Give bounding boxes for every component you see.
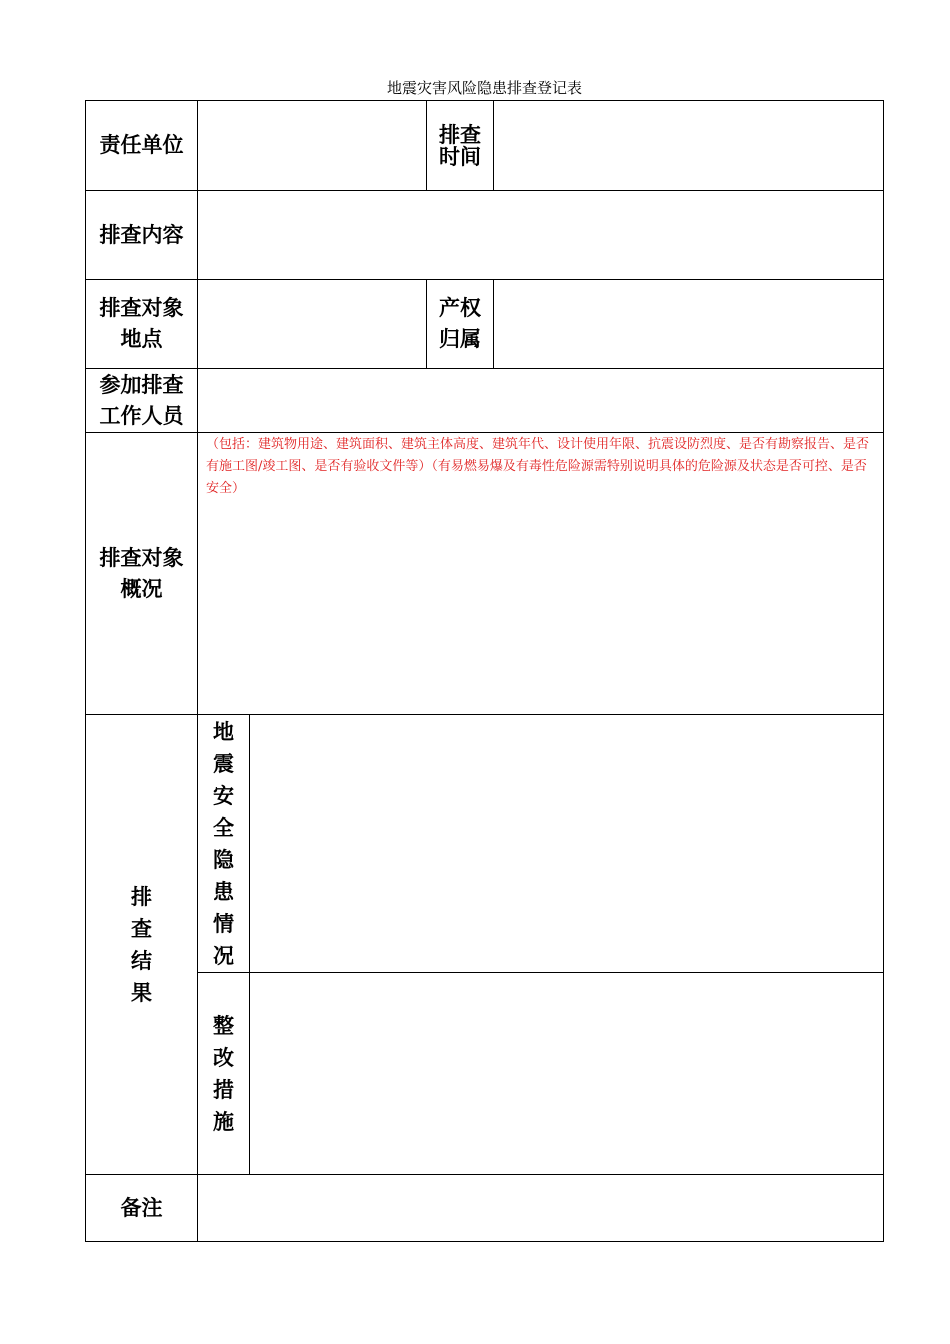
label-remarks: 备注: [120, 1195, 163, 1220]
label-char: 查: [131, 916, 152, 941]
rectification-field[interactable]: [250, 973, 883, 1174]
label-char: 安: [213, 783, 234, 808]
target-location-field[interactable]: [198, 280, 426, 368]
label-ownership: [427, 280, 493, 368]
label-char: 患: [213, 879, 234, 904]
label-inspection-content: 排查内容: [99, 222, 184, 247]
form-title: 地震灾害风险隐患排查登记表: [386, 79, 582, 97]
remarks-field[interactable]: [198, 1175, 883, 1241]
registration-form-table: [85, 100, 884, 1242]
label-char: 措: [213, 1077, 234, 1102]
label-char: 果: [131, 980, 152, 1005]
label-inspection-time: [427, 101, 493, 190]
ownership-field[interactable]: [494, 280, 883, 368]
label-char: 震: [213, 751, 234, 776]
label-char: 况: [213, 943, 234, 968]
inspection-content-field[interactable]: [198, 191, 883, 279]
label-char: 排: [131, 884, 152, 909]
label-line: 概况: [120, 576, 163, 601]
label-line: 归属: [439, 327, 481, 351]
label-line: 排查: [439, 122, 481, 147]
overview-hint-text: （包括：建筑物用途、建筑面积、建筑主体高度、建筑年代、设计使用年限、抗震设防烈度、是否有勘察报告、是否有施工图/竣工图、是否有验收文件等）（有易燃易爆及有毒性危险源需特别说明具体的危险源及状态是否可控、是否安全）: [206, 437, 870, 496]
label-char: 隐: [213, 847, 234, 872]
label-line: 地点: [120, 327, 163, 351]
label-char: 改: [213, 1045, 234, 1070]
label-hazard-situation: [198, 715, 249, 972]
label-responsible-unit: 责任单位: [99, 133, 184, 157]
label-char: 施: [213, 1109, 234, 1134]
label-line: 排查对象: [99, 545, 184, 570]
label-char: 地: [213, 719, 234, 744]
responsible-unit-field[interactable]: [198, 101, 426, 190]
label-line: 产权: [439, 296, 481, 320]
inspection-time-field[interactable]: [494, 101, 883, 190]
label-char: 全: [213, 815, 234, 840]
label-line: 工作人员: [99, 403, 184, 428]
label-line: 时间: [439, 144, 481, 169]
label-target-overview: [86, 433, 197, 714]
participants-field[interactable]: [198, 369, 883, 432]
label-char: 情: [213, 911, 234, 936]
hazard-situation-field[interactable]: [250, 715, 883, 972]
label-char: 整: [213, 1013, 234, 1038]
label-line: 参加排查: [99, 372, 184, 397]
label-rectification: [198, 973, 249, 1174]
label-target-location: [86, 280, 197, 368]
label-line: 排查对象: [99, 296, 184, 320]
label-char: 结: [131, 948, 152, 973]
label-results: [86, 715, 197, 1174]
label-participants: [86, 369, 197, 432]
